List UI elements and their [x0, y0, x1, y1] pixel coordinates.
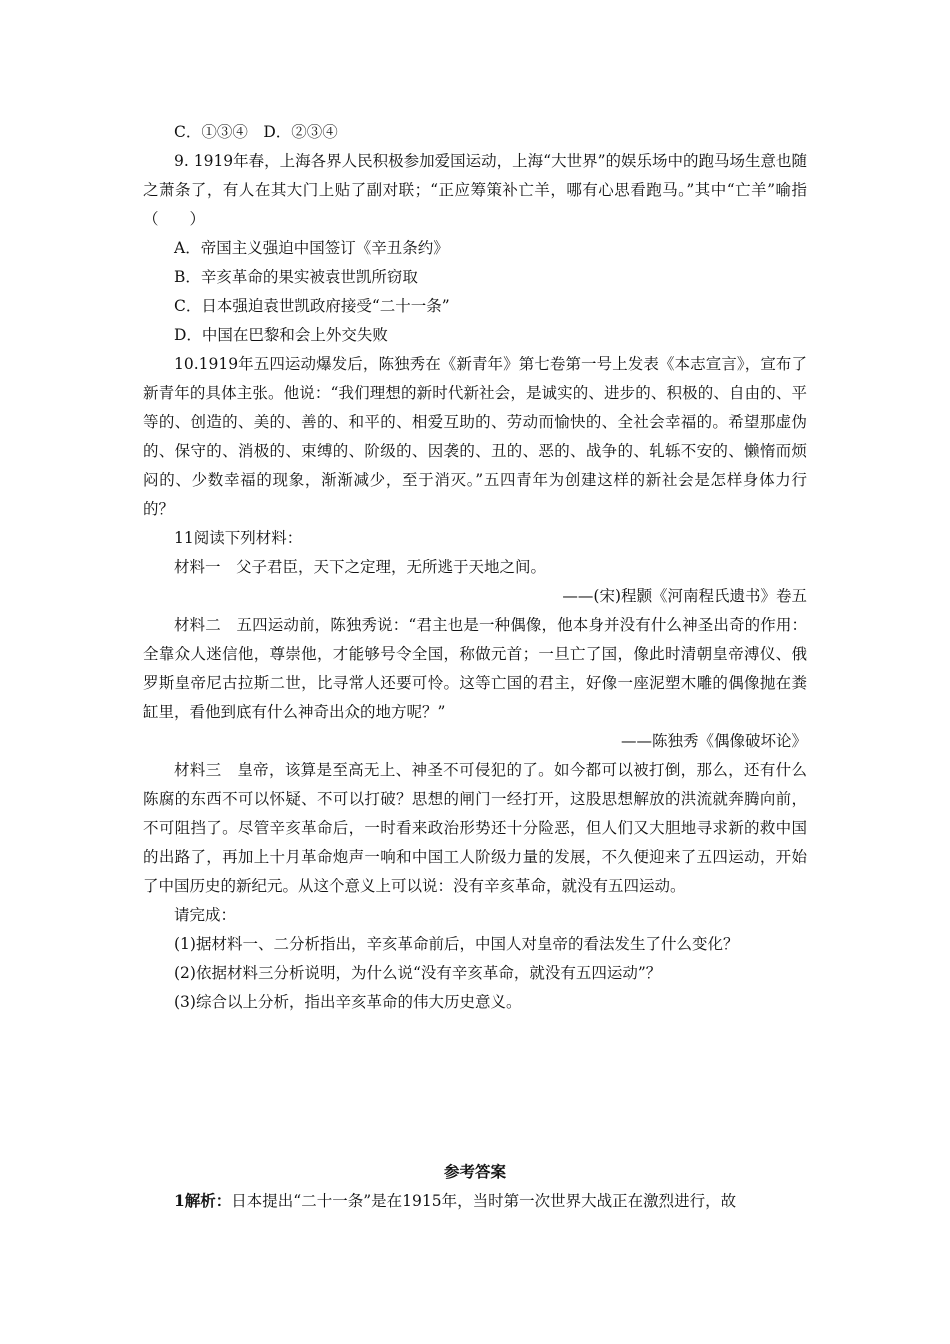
q9-option-a: A．帝国主义强迫中国签订《辛丑条约》 [174, 239, 449, 257]
q9-stem: 9. 1919年春，上海各界人民积极参加爱国运动，上海“大世界”的娱乐场中的跑马场生意也随之萧条了，有人在其大门上贴了副对联；“正应筹策补亡羊，哪有心思看跑马。”其中“亡羊”喻指（ ） [143, 152, 808, 228]
q11-task-intro: 请完成： [174, 906, 237, 924]
q11-material-2: 材料二 五四运动前，陈独秀说：“君主也是一种偶像，他本身并没有什么神圣出奇的作用：全靠众人迷信他，尊崇他，才能够号令全国，称做元首；一旦亡了国，像此时清朝皇帝溥仪、俄罗斯皇帝尼古拉斯二世，比寻常人还要可怜。这等亡国的君主，好像一座泥塑木雕的偶像抛在粪缸里，看他到底有什么神奇出众的地方呢？” [143, 616, 807, 721]
q11-intro: 11阅读下列材料： [174, 529, 303, 547]
q11-material-2-source: ——陈独秀《偶像破坏论》 [620, 732, 807, 750]
q8-options-cd: C．①③④ D．②③④ [174, 123, 338, 141]
q9-option-d: D．中国在巴黎和会上外交失败 [174, 326, 388, 344]
answer-1-text: 日本提出“二十一条”是在1915年，当时第一次世界大战正在激烈进行，故 [231, 1192, 737, 1210]
q11-subquestion-1: (1)据材料一、二分析指出，辛亥革命前后，中国人对皇帝的看法发生了什么变化？ [174, 935, 739, 953]
q11-subquestion-2: (2)依据材料三分析说明，为什么说“没有辛亥革命，就没有五四运动”？ [174, 964, 662, 982]
q11-material-3: 材料三 皇帝，该算是至高无上、神圣不可侵犯的了。如今都可以被打倒，那么，还有什么陈腐的东西不可以怀疑、不可以打破？思想的闸门一经打开，这股思想解放的洪流就奔腾向前，不可阻挡了。尽管辛亥革命后，一时看来政治形势还十分险恶，但人们又大胆地寻求新的救中国的出路了，再加上十月革命炮声一响和中国工人阶级力量的发展，不久便迎来了五四运动，开始了中国历史的新纪元。从这个意义上可以说：没有辛亥革命，就没有五四运动。 [143, 761, 807, 895]
q11-material-1-source: ——(宋)程颢《河南程氏遗书》卷五 [562, 587, 807, 605]
question-content [143, 118, 807, 1017]
q9-option-b: B．辛亥革命的果实被袁世凯所窃取 [174, 268, 418, 286]
answer-1-label: 1解析： [174, 1191, 232, 1210]
q9-option-c: C．日本强迫袁世凯政府接受“二十一条” [174, 297, 450, 315]
q11-subquestion-3: (3)综合以上分析，指出辛亥革命的伟大历史意义。 [174, 993, 522, 1011]
q11-material-1: 材料一 父子君臣，天下之定理，无所逃于天地之间。 [174, 558, 547, 576]
answer-1 [143, 1186, 807, 1216]
q10-stem: 10.1919年五四运动爆发后，陈独秀在《新青年》第七卷第一号上发表《本志宣言》，宣布了新青年的具体主张。他说：“我们理想的新时代新社会，是诚实的、进步的、积极的、自由的、平等的、创造的、美的、善的、和平的、相爱互助的、劳动而愉快的、全社会幸福的。希望那虚伪的、保守的、消极的、束缚的、阶级的、因袭的、丑的、恶的、战争的、轧轹不安的、懒惰而烦闷的、少数幸福的现象，渐渐减少，至于消灭。”五四青年为创建这样的新社会是怎样身体力行的？ [143, 355, 807, 518]
answers-title: 参考答案 [443, 1162, 506, 1181]
